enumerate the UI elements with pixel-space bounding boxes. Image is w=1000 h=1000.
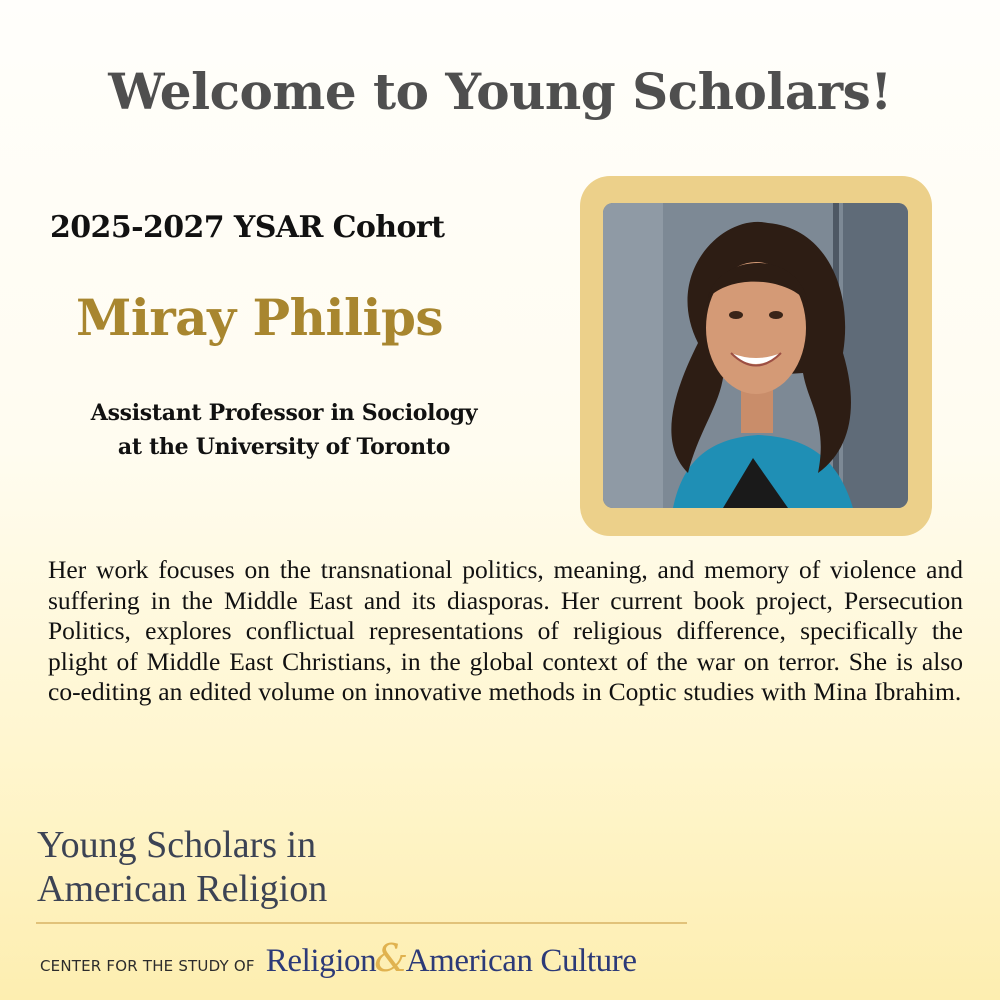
footer-divider [36,922,687,924]
program-line-1: Young Scholars in [37,824,317,866]
program-name [37,823,327,911]
role-line-1: Assistant Professor in Sociology [90,400,478,426]
portrait-illustration [603,203,908,508]
ampersand-logo: & [374,936,408,980]
photo-frame [580,176,932,536]
headline: Welcome to Young Scholars! [108,62,892,121]
center-logo [40,936,740,980]
portrait-photo [603,203,908,508]
scholar-role [20,396,548,464]
cohort-title: 2025-2027 YSAR Cohort [50,210,445,245]
center-part-religion: Religion [265,943,377,979]
bio-paragraph: Her work focuses on the transnational politics, meaning, and memory of violence and suffering in the Middle East and its diasporas. Her current book project, Persecution Politics, explores conflictual representations of religious difference, specifically the plight of Middle East Christians, in the global context of the war on terror. She is also co-editing an edited volume on innovative methods in Coptic studies with Mina Ibrahim. [48,555,963,706]
role-line-2: at the University of Toronto [117,434,451,460]
scholar-name: Miray Philips [76,288,444,347]
center-name [266,936,637,980]
program-line-2: American Religion [37,868,328,910]
center-part-american-culture: American Culture [405,943,637,979]
center-prefix: CENTER FOR THE STUDY OF [40,957,255,975]
